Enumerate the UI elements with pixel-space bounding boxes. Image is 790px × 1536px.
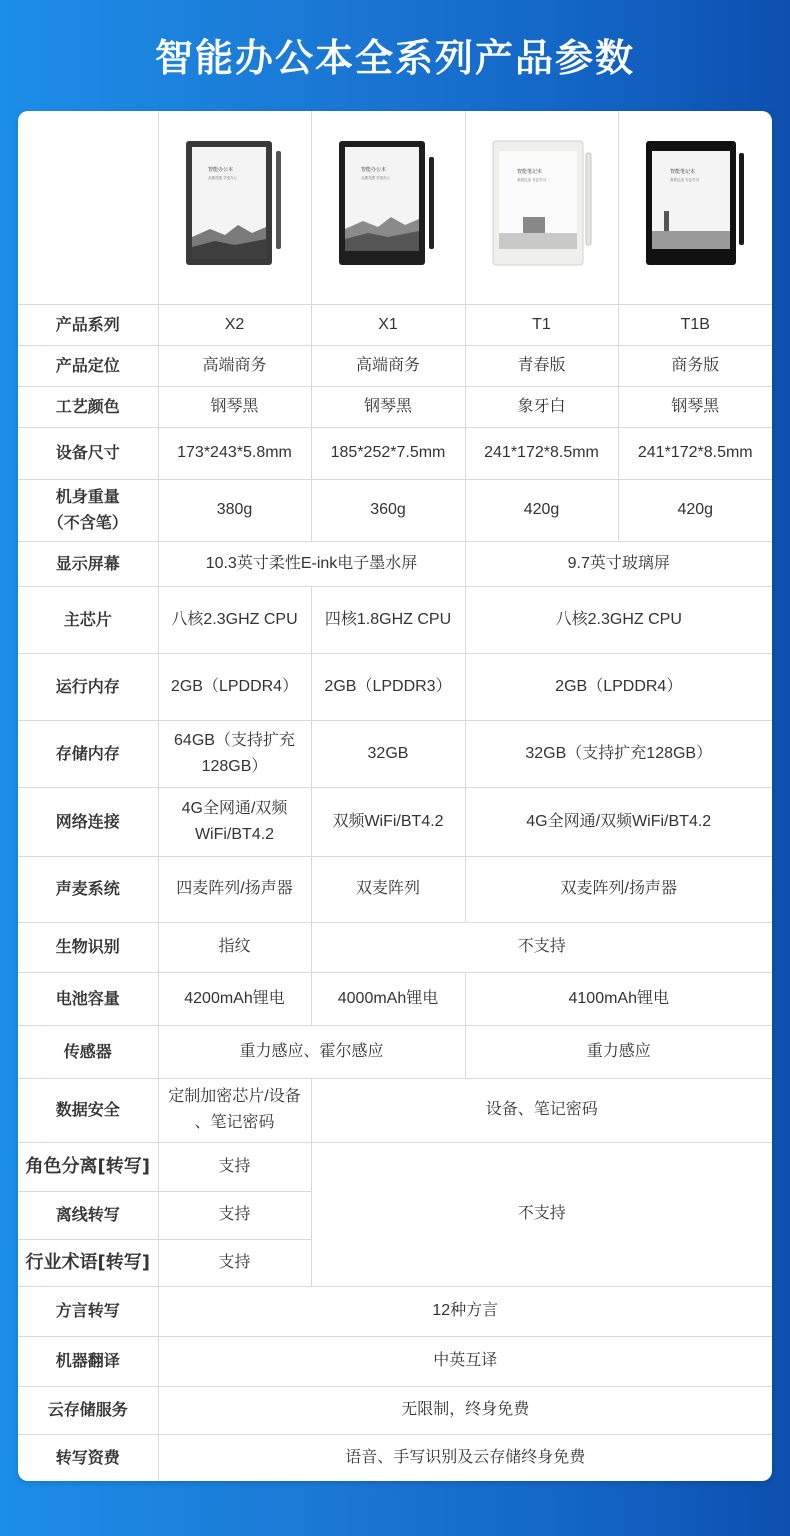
table-cell: 4100mAh锂电 — [465, 972, 772, 1025]
row-label: 设备尺寸 — [18, 427, 158, 479]
row-label: 角色分离[转写] — [18, 1142, 158, 1191]
table-cell: 双麦阵列 — [311, 856, 465, 922]
row-label: 工艺颜色 — [18, 386, 158, 427]
table-row-positioning — [18, 345, 772, 386]
row-label: 运行内存 — [18, 653, 158, 720]
row-label: 生物识别 — [18, 922, 158, 972]
device-image-x2 — [158, 111, 311, 304]
table-cell: 高端商务 — [158, 345, 311, 386]
screen-title: 智能办公本 — [207, 167, 233, 174]
row-label-line: （不含笔） — [47, 513, 128, 532]
tablet-x1-image — [333, 137, 443, 269]
device-image-x1 — [311, 111, 465, 304]
table-cell: 青春版 — [465, 345, 618, 386]
table-row-weight — [18, 479, 772, 541]
table-cell: 185*252*7.5mm — [311, 427, 465, 479]
table-cell: 八核2.3GHZ CPU — [465, 586, 772, 653]
header-empty-cell — [18, 111, 158, 304]
table-cell: 钢琴黑 — [158, 386, 311, 427]
table-cell — [158, 720, 311, 787]
table-cell: 高端商务 — [311, 345, 465, 386]
spec-table — [18, 111, 772, 1481]
table-cell: 支持 — [158, 1239, 311, 1286]
row-label: 离线转写 — [18, 1191, 158, 1239]
table-cell: 钢琴黑 — [311, 386, 465, 427]
table-row-network — [18, 787, 772, 856]
stylus-pen — [276, 151, 281, 249]
table-row-security — [18, 1078, 772, 1142]
spec-table-card — [18, 111, 772, 1481]
cell-line: WiFi/BT4.2 — [194, 825, 275, 843]
table-row-battery — [18, 972, 772, 1025]
table-cell: 指纹 — [158, 922, 311, 972]
table-cell: 重力感应 — [465, 1025, 772, 1078]
table-cell: 重力感应、霍尔感应 — [158, 1025, 465, 1078]
table-row-mic — [18, 856, 772, 922]
row-label: 电池容量 — [18, 972, 158, 1025]
table-cell: 支持 — [158, 1191, 311, 1239]
ground-shape — [499, 233, 577, 249]
table-cell: 商务版 — [618, 345, 772, 386]
table-cell: 173*243*5.8mm — [158, 427, 311, 479]
device-image-t1 — [465, 111, 618, 304]
table-row-role-separation — [18, 1142, 772, 1191]
stylus-pen — [429, 157, 434, 249]
screen-title: 智能笔记本 — [670, 169, 696, 176]
book-shape — [523, 217, 545, 233]
table-row-cloud — [18, 1386, 772, 1434]
table-row-translate — [18, 1336, 772, 1386]
table-cell: 四麦阵列/扬声器 — [158, 856, 311, 922]
table-row-images — [18, 111, 772, 304]
row-label: 机器翻译 — [18, 1336, 158, 1386]
table-cell: 360g — [311, 479, 465, 541]
row-label: 存储内存 — [18, 720, 158, 787]
screen-subtitle: 高效记录 专注学习 — [670, 178, 700, 183]
table-cell: T1B — [618, 304, 772, 345]
table-cell: 象牙白 — [465, 386, 618, 427]
table-cell — [158, 1078, 311, 1142]
page-title: 智能办公本全系列产品参数 — [154, 36, 635, 80]
sea-shape — [652, 231, 730, 249]
table-row-sensor — [18, 1025, 772, 1078]
table-cell: 中英互译 — [158, 1336, 772, 1386]
table-cell: 双频WiFi/BT4.2 — [311, 787, 465, 856]
row-label: 行业术语[转写] — [18, 1239, 158, 1286]
screen-subtitle: 点燃灵感 享受办公 — [207, 176, 237, 181]
table-cell: 12种方言 — [158, 1286, 772, 1336]
table-row-fee — [18, 1434, 772, 1481]
cell-line: 定制加密芯片/设备 — [168, 1088, 301, 1105]
table-cell: 无限制，终身免费 — [158, 1386, 772, 1434]
screen-title: 智能办公本 — [361, 167, 387, 174]
table-cell: 4000mAh锂电 — [311, 972, 465, 1025]
screen-title: 智能笔记本 — [516, 169, 542, 176]
row-label: 方言转写 — [18, 1286, 158, 1336]
table-cell: X1 — [311, 304, 465, 345]
table-row-series — [18, 304, 772, 345]
table-cell: 4200mAh锂电 — [158, 972, 311, 1025]
table-cell — [158, 787, 311, 856]
table-cell: T1 — [465, 304, 618, 345]
table-row-dialect — [18, 1286, 772, 1336]
table-row-storage — [18, 720, 772, 787]
table-cell: 八核2.3GHZ CPU — [158, 586, 311, 653]
row-label: 云存储服务 — [18, 1386, 158, 1434]
row-label: 主芯片 — [18, 586, 158, 653]
table-row-display — [18, 541, 772, 586]
cell-line: 4G全网通/双频 — [181, 799, 288, 817]
table-cell: 9.7英寸玻璃屏 — [465, 541, 772, 586]
table-cell-merged: 不支持 — [311, 1142, 772, 1286]
tablet-t1-image — [487, 137, 597, 269]
table-cell: 241*172*8.5mm — [465, 427, 618, 479]
table-cell: 420g — [618, 479, 772, 541]
table-cell: 32GB — [311, 720, 465, 787]
stylus-pen — [586, 153, 591, 245]
table-cell: 四核1.8GHZ CPU — [311, 586, 465, 653]
row-label: 产品系列 — [18, 304, 158, 345]
table-cell: 支持 — [158, 1142, 311, 1191]
table-cell: 不支持 — [311, 922, 772, 972]
row-label: 转写资费 — [18, 1434, 158, 1481]
row-label: 传感器 — [18, 1025, 158, 1078]
table-cell: 380g — [158, 479, 311, 541]
tablet-x2-image — [180, 137, 290, 269]
table-cell: 语音、手写识别及云存储终身免费 — [158, 1434, 772, 1481]
lighthouse-shape — [664, 211, 669, 231]
cell-line: 128GB） — [201, 757, 268, 775]
table-cell: 4G全网通/双频WiFi/BT4.2 — [465, 787, 772, 856]
table-cell: 420g — [465, 479, 618, 541]
table-row-ram — [18, 653, 772, 720]
table-cell: X2 — [158, 304, 311, 345]
table-cell: 2GB（LPDDR4） — [465, 653, 772, 720]
table-cell: 双麦阵列/扬声器 — [465, 856, 772, 922]
table-cell: 钢琴黑 — [618, 386, 772, 427]
tablet-t1b-image — [640, 137, 750, 269]
table-row-color — [18, 386, 772, 427]
row-label: 产品定位 — [18, 345, 158, 386]
device-image-t1b — [618, 111, 772, 304]
screen-subtitle: 点燃灵感 享受办公 — [361, 176, 391, 181]
table-row-biometric — [18, 922, 772, 972]
cell-line: 、笔记密码 — [194, 1114, 275, 1131]
table-cell: 241*172*8.5mm — [618, 427, 772, 479]
row-label — [18, 479, 158, 541]
table-row-size — [18, 427, 772, 479]
row-label-line: 机身重量 — [55, 487, 120, 506]
table-cell: 32GB（支持扩充128GB） — [465, 720, 772, 787]
table-cell: 2GB（LPDDR3） — [311, 653, 465, 720]
row-label: 网络连接 — [18, 787, 158, 856]
table-cell: 10.3英寸柔性E-ink电子墨水屏 — [158, 541, 465, 586]
screen-subtitle: 高效记录 专注学习 — [516, 178, 546, 183]
cell-line: 64GB（支持扩充 — [174, 731, 295, 749]
stylus-pen — [739, 153, 744, 245]
row-label: 显示屏幕 — [18, 541, 158, 586]
table-cell: 设备、笔记密码 — [311, 1078, 772, 1142]
row-label: 数据安全 — [18, 1078, 158, 1142]
table-cell: 2GB（LPDDR4） — [158, 653, 311, 720]
table-row-chip — [18, 586, 772, 653]
row-label: 声麦系统 — [18, 856, 158, 922]
